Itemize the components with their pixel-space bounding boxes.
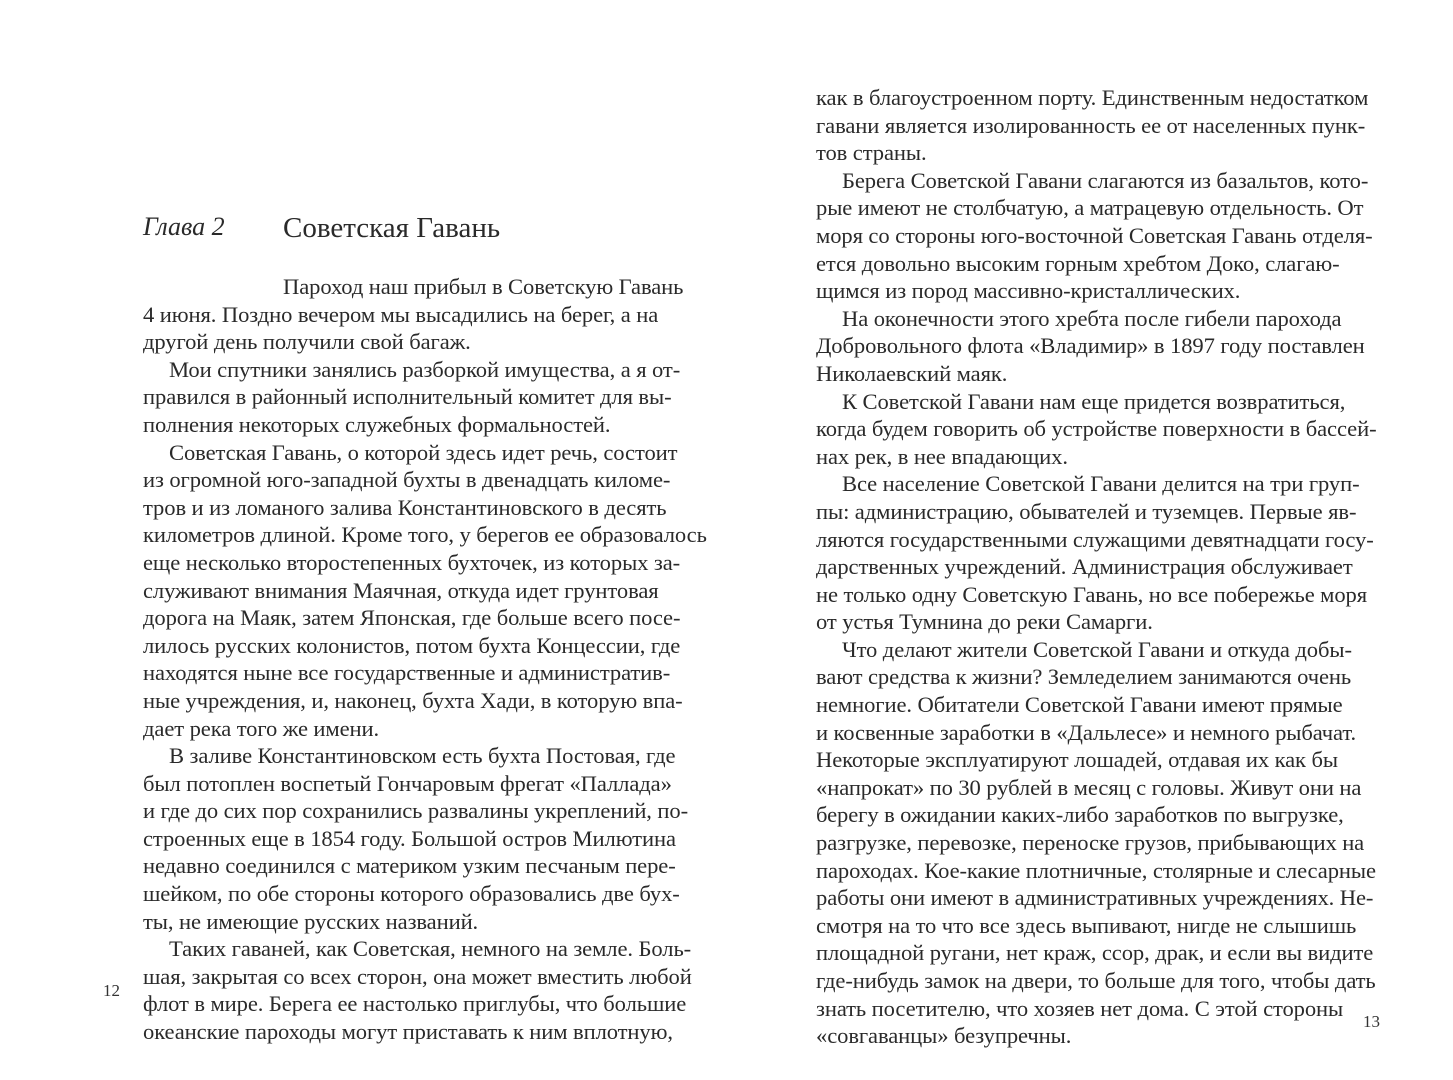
text-line: полнения некоторых служебных формальностей. xyxy=(143,411,611,437)
chapter-title: Советская Гавань xyxy=(283,212,501,244)
text-line: флот в мире. Берега ее настолько приглубы, что большие xyxy=(143,991,687,1017)
text-line: Таких гаваней, как Советская, немного на земле. Боль- xyxy=(169,936,692,962)
text-line: нах рек, в нее впадающих. xyxy=(816,443,1068,469)
text-line: немногие. Обитатели Советской Гавани имеют прямые xyxy=(816,692,1343,718)
page-number-right: 13 xyxy=(1363,1012,1380,1031)
text-line: знать посетителю, что хозяев нет дома. С этой стороны xyxy=(816,995,1344,1021)
text-line: от устья Тумнина до реки Самарги. xyxy=(816,609,1153,635)
text-line: тов страны. xyxy=(816,140,927,166)
text-line: рые имеют не столбчатую, а матрацевую отдельность. От xyxy=(816,195,1364,221)
text-line: 4 июня. Поздно вечером мы высадились на берег, а на xyxy=(143,301,659,327)
chapter-label: Глава 2 xyxy=(143,212,225,241)
text-line: километров длиной. Кроме того, у берегов ее образовалось xyxy=(143,522,707,548)
text-line: ные учреждения, и, наконец, бухта Хади, в которую впа- xyxy=(143,687,683,713)
text-line: смотря на то что все здесь выпивают, нигде не слышишь xyxy=(816,912,1357,938)
text-line: Все население Советской Гавани делится на три груп- xyxy=(842,471,1360,497)
text-line: дарственных учреждений. Администрация обслуживает xyxy=(816,554,1353,580)
right-page xyxy=(726,0,1453,1080)
text-line: ется довольно высоким горным хребтом Доко, слагаю- xyxy=(816,250,1340,276)
text-line: как в благоустроенном порту. Единственным недостатком xyxy=(816,85,1369,110)
left-page-body-text xyxy=(143,273,707,1046)
text-line: На оконечности этого хребта после гибели парохода xyxy=(842,305,1342,331)
text-line: был потоплен воспетый Гончаровым фрегат «Паллада» xyxy=(143,770,672,796)
text-line: ты, не имеющие русских названий. xyxy=(143,908,479,934)
text-line: площадной ругани, нет краж, ссор, драк, и если вы видите xyxy=(816,940,1374,966)
text-line: находятся ныне все государственные и административ- xyxy=(143,660,671,686)
text-line: вают средства к жизни? Земледелием занимаются очень xyxy=(816,664,1352,690)
text-line: и где до сих пор сохранились развалины укреплений, по- xyxy=(143,798,689,824)
text-line: где-нибудь замок на двери, то больше для того, чтобы дать xyxy=(816,968,1376,993)
text-line: разгрузке, перевозке, переноске грузов, прибывающих на xyxy=(816,830,1365,856)
text-line: К Советской Гавани нам еще придется возвратиться, xyxy=(842,388,1346,414)
text-line: берегу в ожидании каких-либо заработков по выгрузке, xyxy=(816,802,1344,828)
text-line: лилось русских колонистов, потом бухта Концессии, где xyxy=(143,632,681,658)
left-page xyxy=(0,0,726,1080)
text-line: пароходах. Кое-какие плотничные, столярные и слесарные xyxy=(816,857,1376,883)
text-line: моря со стороны юго-восточной Советская Гавань отделя- xyxy=(816,222,1373,248)
page-number-left: 12 xyxy=(103,981,120,1000)
chapter-heading xyxy=(143,212,663,252)
text-line: гавани является изолированность ее от населенных пунк- xyxy=(816,112,1366,138)
text-line: правился в районный исполнительный комитет для вы- xyxy=(143,384,672,410)
text-line: Пароход наш прибыл в Советскую Гавань xyxy=(283,274,684,299)
text-line: океанские пароходы могут приставать к ним вплотную, xyxy=(143,1019,673,1045)
text-line: В заливе Константиновском есть бухта Постовая, где xyxy=(169,743,676,769)
text-line: шейком, по обе стороны которого образовались две бух- xyxy=(143,881,680,907)
text-line: из огромной юго-западной бухты в двенадцать киломе- xyxy=(143,467,671,493)
text-line: щимся из пород массивно-кристаллических. xyxy=(816,278,1241,304)
text-line: недавно соединился с материком узким песчаным пере- xyxy=(143,853,676,879)
text-line: ляются государственными служащими девятнадцати госу- xyxy=(816,526,1374,552)
text-line: когда будем говорить об устройстве поверхности в бассей- xyxy=(816,416,1377,442)
text-line: «совгаванцы» безупречны. xyxy=(816,1023,1072,1049)
text-line: дает река того же имени. xyxy=(143,715,380,741)
text-line: шая, закрытая со всех сторон, она может вместить любой xyxy=(143,963,692,989)
text-line: Николаевский маяк. xyxy=(816,360,1008,386)
text-line: и косвенные заработки в «Дальлесе» и немного рыбачат. xyxy=(816,719,1357,745)
text-line: пы: администрацию, обывателей и туземцев. Первые яв- xyxy=(816,498,1357,524)
text-line: Некоторые эксплуатируют лошадей, отдавая их как бы xyxy=(816,747,1338,773)
text-line: служивают внимания Маячная, откуда идет грунтовая xyxy=(143,577,659,603)
text-line: не только одну Советскую Гавань, но все побережье моря xyxy=(816,581,1368,607)
text-line: еще несколько второстепенных бухточек, из которых за- xyxy=(143,549,681,575)
text-line: другой день получили свой багаж. xyxy=(143,329,471,355)
text-line: работы они имеют в административных учреждениях. Не- xyxy=(816,885,1374,911)
text-line: Советская Гавань, о которой здесь идет речь, состоит xyxy=(169,439,678,465)
text-line: Берега Советской Гавани слагаются из базальтов, кото- xyxy=(842,167,1369,193)
text-line: Что делают жители Советской Гавани и откуда добы- xyxy=(842,636,1352,662)
text-line: тров и из ломаного залива Константиновского в десять xyxy=(143,494,667,520)
text-line: «напрокат» по 30 рублей в месяц с головы. Живут они на xyxy=(816,774,1362,800)
text-line: Мои спутники занялись разборкой имущества, а я от- xyxy=(169,356,681,382)
text-line: дорога на Маяк, затем Японская, где больше всего посе- xyxy=(143,605,681,631)
text-line: строенных еще в 1854 году. Большой остров Милютина xyxy=(143,825,676,851)
text-line: Добровольного флота «Владимир» в 1897 году поставлен xyxy=(816,333,1365,359)
